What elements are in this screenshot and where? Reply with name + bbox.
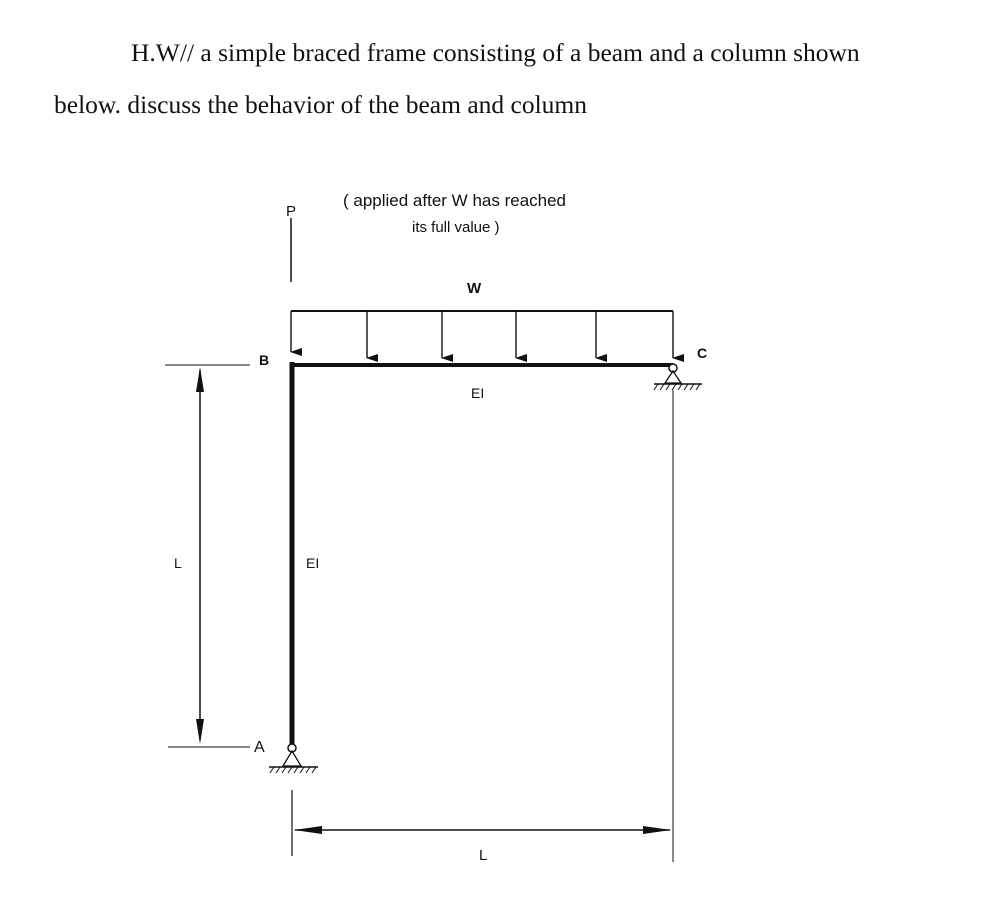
question-line-2: below. discuss the behavior of the beam and column [54,90,587,119]
column-ei-label: EI [306,555,320,571]
distributed-load-w [291,311,673,358]
column-length-dimension [196,367,204,744]
beam-ei-label: EI [471,385,485,401]
beam-length-label: L [479,847,488,864]
node-a-label: A [254,739,265,756]
pin-support-a [269,744,318,773]
pin-support-c [654,364,702,390]
beam-length-dimension [294,826,671,834]
load-p-label: P [286,203,297,220]
node-b-label: B [259,352,270,368]
load-w-label: W [467,280,482,297]
column-length-label: L [174,555,182,571]
question-line-1: H.W// a simple braced frame consisting of a beam and a column shown [131,38,860,67]
load-note-line-1: ( applied after W has reached [343,191,567,210]
load-note-line-2: its full value ) [412,219,500,236]
node-c-label: C [697,345,708,361]
